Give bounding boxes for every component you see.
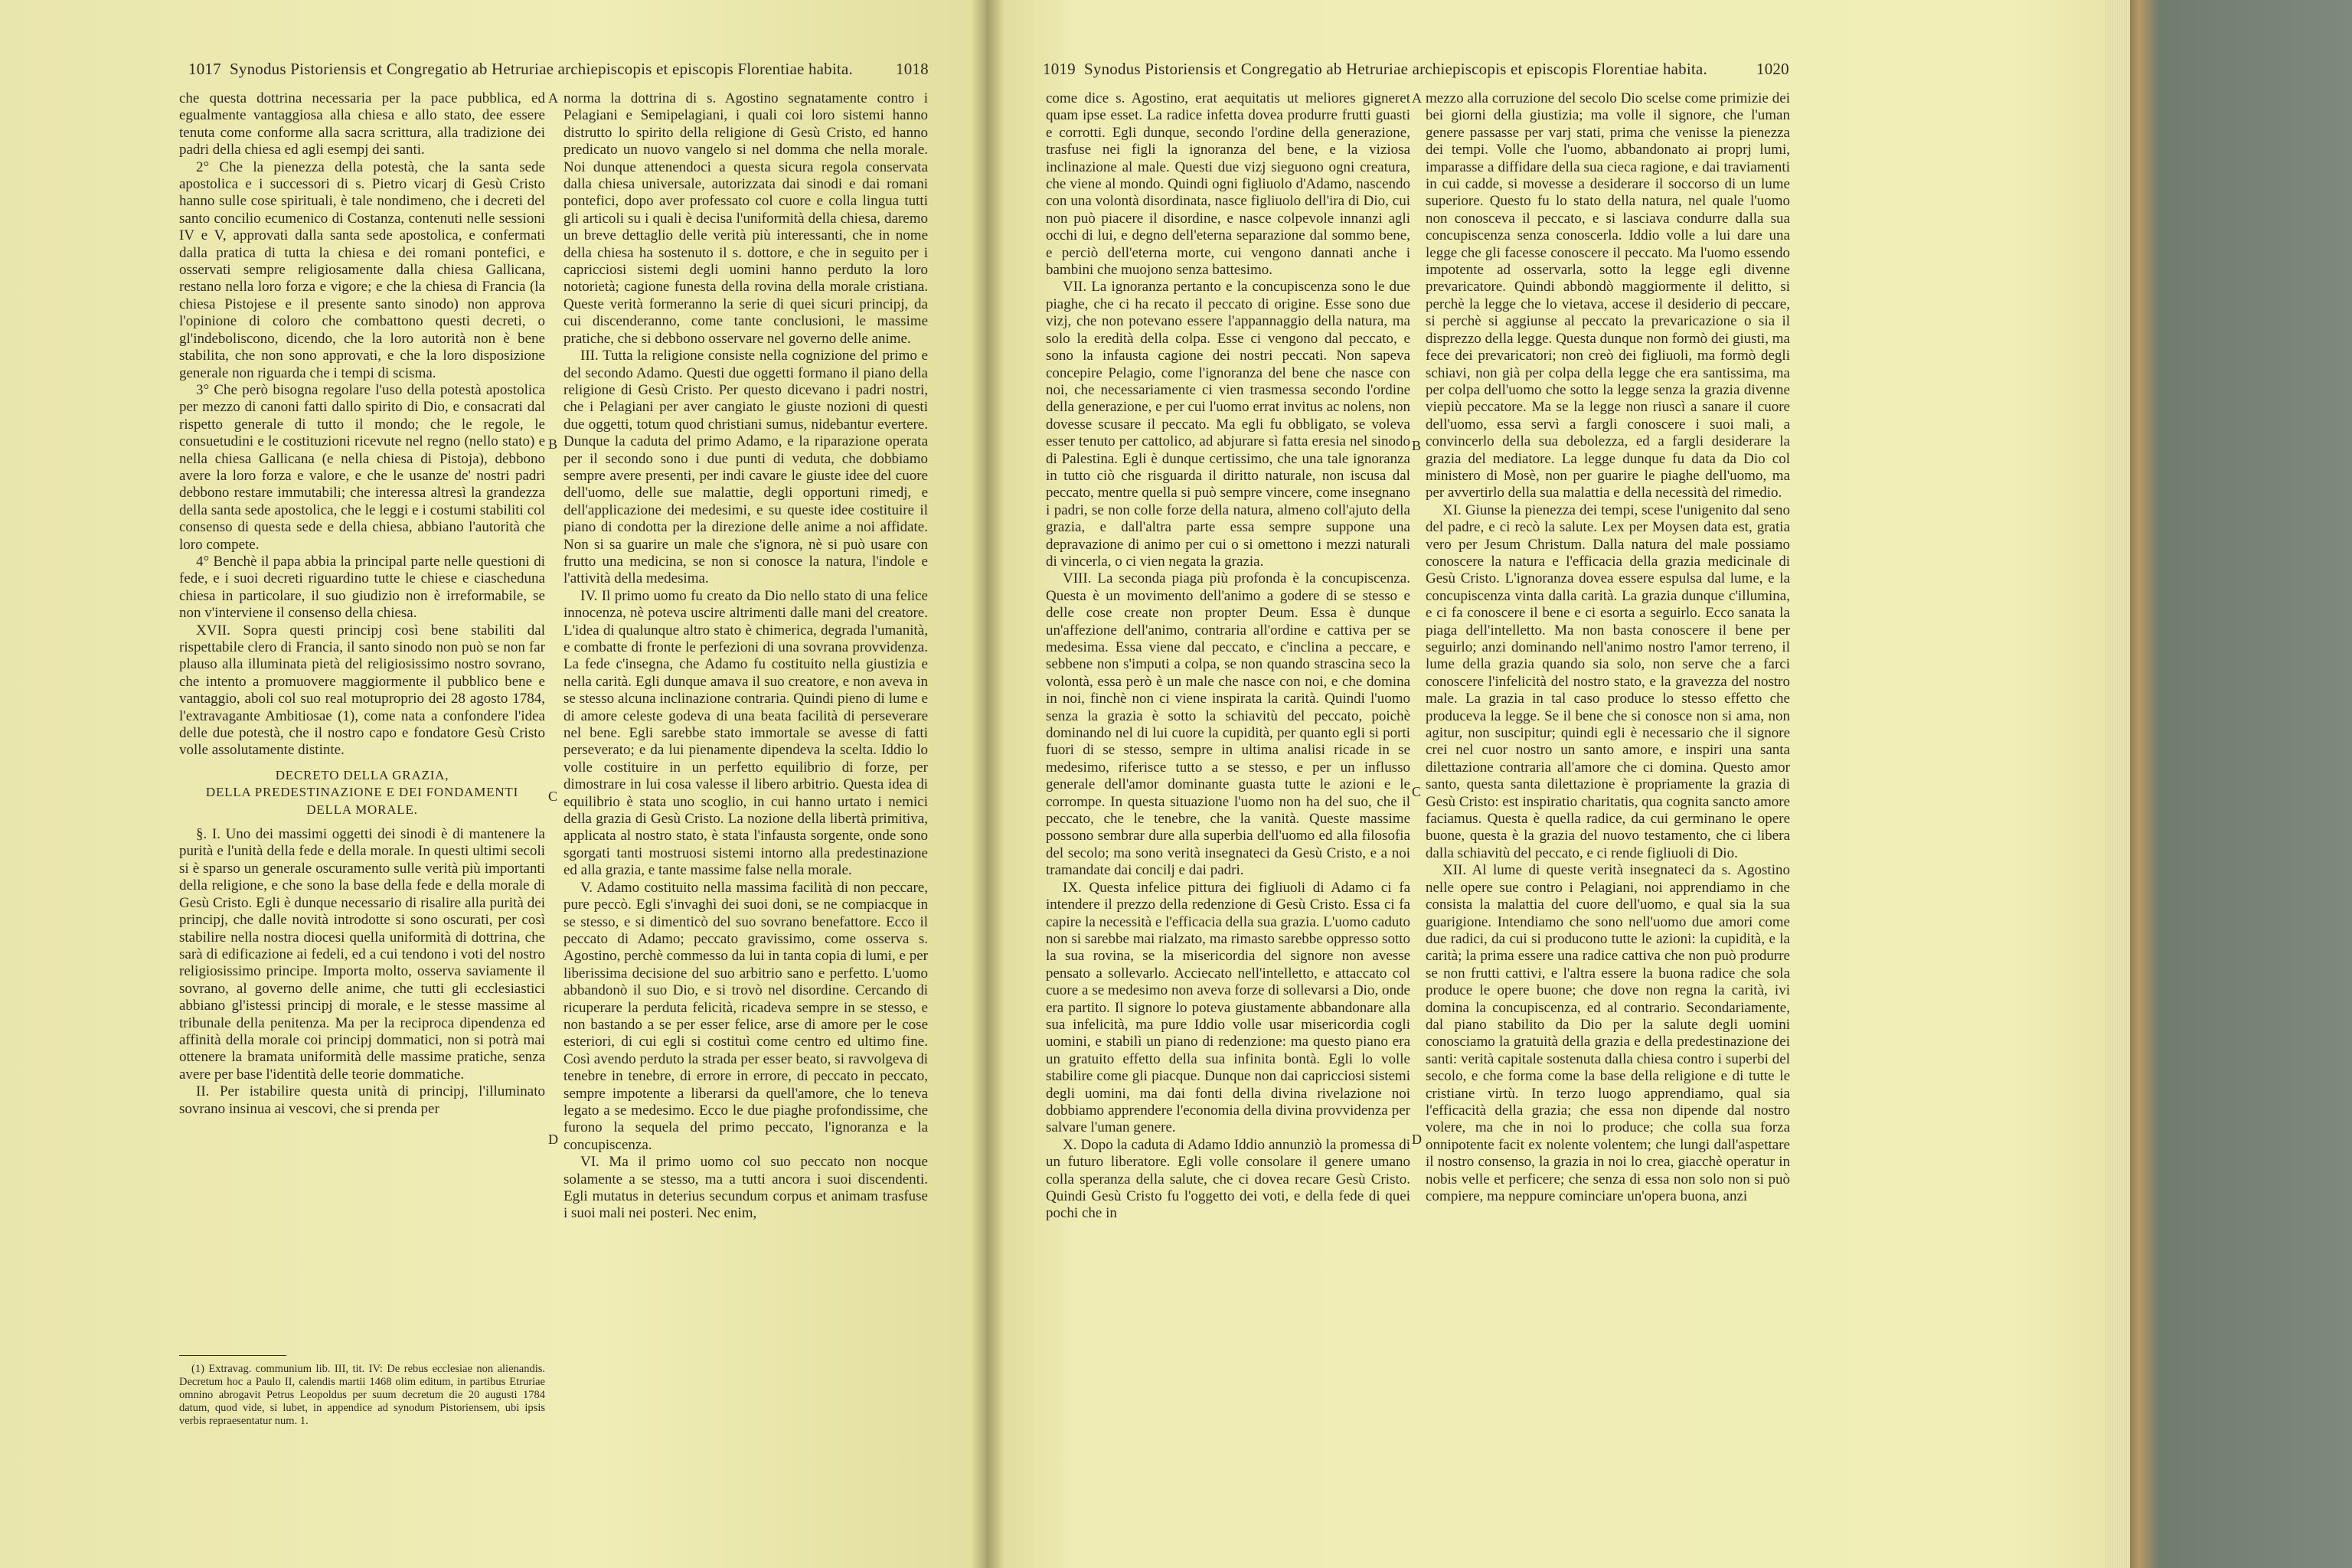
left-page-column-1 xyxy=(179,90,545,1118)
paragraph: §. I. Uno dei massimi oggetti dei sinodi è di mantenere la purità e l'unità della fede e della morale. In questi ultimi secoli si è sparso un generale oscuramento sulle verità più importanti della religione, e che sono la base della fede e della morale di Gesù Cristo. Egli è dunque necessario di risalire alla purità dei principj, che dalle novità introdotte si sono oscurati, per così stabilire nella nostra diocesi quella uniformità di dottrina, che sarà di edificazione ai fedeli, ed a cui tendono i voti del nostro religiosissimo principe. Importa molto, osserva saviamente il sovrano, al governo delle anime, che tutti gli ecclesiastici abbiano gl'istessi principj di morale, e le stesse massime al tribunale della penitenza. Ma per la reciproca dipendenza ed affinità della morale coi principj dommatici, non si potrà mai ottenere la bramata uniformità delle massime pratiche, senza avere per base l'identità delle teorie dommatiche. xyxy=(179,826,545,1083)
paragraph: 2° Che la pienezza della potestà, che la santa sede apostolica e i successori di s. Pietro vicarj di Gesù Cristo hanno sulle cose spirituali, è tale nondimeno, che i decreti del santo concilio ecumenico di Costanza, contenuti nelle sessioni IV e V, approvati dalla santa sede apostolica, e confermati dalla pratica di tutta la chiesa e dei romani pontefici, e osservati sempre religiosamente dalla chiesa Gallicana, restano nella loro forza e vigore; e che la chiesa di Francia (la chiesa Pistojese e il presente santo sinodo) non approva l'opinione di coloro che combattono questi decreti, o gl'indeboliscono, dicendo, che la loro autorità non è bene stabilita, che non sono approvati, e che la loro disposizione generale non riguarda che i tempi di scisma. xyxy=(179,158,545,381)
paragraph: XVII. Sopra questi principj così bene stabiliti dal rispettabile clero di Francia, il santo sinodo non può se non far plauso alla illuminata pietà del religiosissimo nostro sovrano, che intento a promuovere maggiormente il pubblico bene e vantaggio, aboli col suo real motuproprio dei 28 agosto 1784, l'extravagante Ambitiosae (1), come nata a confondere l'idea delle due potestà, che il nostro capo e fondatore Gesù Cristo volle assolutamente distinte. xyxy=(179,622,545,759)
paragraph: V. Adamo costituito nella massima facilità di non peccare, pure peccò. Egli s'invaghì dei suoi doni, se ne compiacque in se stesso, e si dimenticò del suo sovrano benefattore. Ecco il peccato di Adamo; peccato gravissimo, come osserva s. Agostino, perchè commesso da lui in tanta copia di lumi, e per liberissima decisione del suo arbitrio sano e perfetto. L'uomo abbandonò il suo Dio, e si trovò nel disordine. Cercando di ricuperare la perduta felicità, ricadeva sempre in se stesso, e non bastando a se per esser felice, arse di amore per le cose esteriori, di cui egli si costituì come centro ed ultimo fine. Così avendo perduto la strada per esser beato, si ravvolgeva di tenebre in tenebre, di errore in errore, di peccato in peccato, sempre impotente a liberarsi da quell'amore, che lo teneva legato a se medesimo. Ecco le due piaghe profondissime, che furono la sequela del primo peccato, l'ignoranza e la concupiscenza. xyxy=(564,879,928,1153)
margin-marker-a: A xyxy=(548,90,558,106)
right-page-column-2 xyxy=(1426,90,1790,1205)
paragraph: VI. Ma il primo uomo col suo peccato non nocque solamente a se stesso, ma a tutti ancora i suoi discendenti. Egli mutatus in deterius secundum corpus et animam trasfuse i suoi mali nei posteri. Nec enim, xyxy=(564,1154,928,1222)
paragraph: 3° Che però bisogna regolare l'uso della potestà apostolica per mezzo di canoni fatti dallo spirito di Dio, e consacrati dal rispetto generale di tutto il mondo; che le regole, le consuetudini e le costituzioni ricevute nel regno (nello stato) e nella chiesa Gallicana (e nella chiesa di Pistoja), debbono avere la loro forza e valore, e che le usanze de' nostri padri debbono restare immutabili; che interessa altresì la grandezza della santa sede apostolica, che le leggi e i costumi stabiliti col consenso di questa sede e della chiesa, abbiano l'autorità che loro compete. xyxy=(179,381,545,553)
margin-marker-d: D xyxy=(548,1132,558,1147)
margin-marker-d: D xyxy=(1412,1132,1422,1147)
paragraph: VII. La ignoranza pertanto e la concupiscenza sono le due piaghe, che ci ha recato il peccato di origine. Esse sono due vizj, che non potevano essere l'appannaggio della natura, ma solo la eredità della colpa. Esse ci vengono dal peccato, e sono la infausta cagione dei nostri peccati. Non sapeva concepire Pelagio, come l'ignoranza del bene che nasce con noi, che necessariamente ci vien trasmessa secondo l'ordine della generazione, e per cui l'uomo errat invitus ac nolens, non dovesse scusare il peccato. Ma egli fu obbligato, se voleva esser tenuto per cattolico, ad abjurare sì fatta eresia nel sinodo di Palestina. Egli è dunque certissimo, che una tale ignoranza in tutto ciò che risguarda il diritto naturale, non iscusa dal peccato, mentre quella si può sempre vincere, come insegnano i padri, se non colle forze della natura, almeno coll'ajuto della grazia, e dall'altra parte essa sempre suppone una depravazione di animo per cui o si omettono i mezzi naturali di vincerla, o ci vien negata la grazia. xyxy=(1046,279,1410,570)
margin-marker-b: B xyxy=(1412,438,1422,453)
page-edges xyxy=(2104,0,2130,1568)
paragraph: mezzo alla corruzione del secolo Dio scelse come primizie dei bei giorni della giustizia; ma volle il signore, che l'uman genere passasse per varj stati, prima che venisse la pienezza dei tempi. Volle che l'uomo, abbandonato ai proprj lumi, imparasse a diffidare della sua cieca ragione, e dai traviamenti in cui cadde, si movesse a desiderare il soccorso di un lume superiore. Questo fu lo stato della natura, nel quale l'uomo non conosceva il peccato, e si lasciava condurre dalla sua concupiscenza senza conoscerla. Iddio volle a lui dare una legge che gli facesse conoscere il peccato. Ma l'uomo essendo impotente ad osservarla, sotto la legge egli divenne prevaricatore. Quindi abbondò maggiormente il delitto, si perchè la legge che lo vietava, accese il desiderio di peccare, si perchè si aggiunse al peccato la prevaricazione o sia il disprezzo della legge. Questa dunque non formò dei giusti, ma fece dei prevaricatori; non creò dei figliuoli, ma formò degli schiavi, non già per colpa della legge che era santissima, ma per colpa dell'uomo che sotto la legge senza la grazia divenne viepiù peccatore. Ma se la legge non riuscì a sanare il cuore dell'uomo, essa servì a fargli conoscere i suoi mali, a convincerlo della sua debolezza, ed a fargli desiderare la grazia del mediatore. La legge dunque fu data da Dio col ministero di Mosè, non per guarire le piaghe dell'uomo, ma per avvertirlo della sua malattia e della necessità del rimedio. xyxy=(1426,90,1790,501)
book-gutter xyxy=(971,0,1004,1568)
decree-heading-line: DECRETO DELLA GRAZIA, xyxy=(275,767,449,782)
background-table xyxy=(2128,0,2352,1568)
right-page xyxy=(986,0,2128,1568)
margin-marker-c: C xyxy=(548,789,558,804)
paragraph: 4° Benchè il papa abbia la principal parte nelle questioni di fede, e i suoi decreti riguardino tutte le chiese e ciascheduna chiesa in particolare, il suo giudizio non è irreformabile, se non v'interviene il consenso della chiesa. xyxy=(179,553,545,622)
decree-heading-line: DELLA PREDESTINAZIONE E DEI FONDAMENTI xyxy=(205,785,519,800)
running-head: Synodus Pistoriensis et Congregatio ab Hetruriae archiepiscopis et episcopis Florentiae habita. xyxy=(1084,60,1707,78)
paragraph: XI. Giunse la pienezza dei tempi, scese l'unigenito dal seno del padre, e ci recò la salute. Lex per Moysen data est, gratia vero per Jesum Christum. Dalla natura del male possiamo conoscere la natura e l'efficacia della grazia medicinale di Gesù Cristo. L'ignoranza dovea essere espulsa dal lume, e la concupiscenza vinta dalla carità. La grazia dunque c'illumina, e ci fa conoscere il bene e ci esorta a seguirlo. Ecco sanata la piaga dell'intelletto. Ma non basta conoscere il bene per seguirlo; anzi dominando nell'animo nostro l'amor terreno, il lume della grazia quando sia solo, non serve che a farci conoscere l'infelicità del nostro stato, e la gravezza del nostro male. La grazia in tal caso produce lo stesso effetto che produceva la legge. Se il bene che si conosce non si ama, non agitur, non suscipitur; quindi egli è necessario che il signore crei nel cuor nostro un santo amore, e inspiri una santa dilettazione contraria all'amore che ci domina. Questo amor santo, questa santa dilettazione è propriamente la grazia di Gesù Cristo: est inspiratio charitatis, qua cognita sancto amore faciamus. Questa è quella radice, da cui germinano le opere buone, questa è la grazia del nuovo testamento, che ci libera dalla schiavitù del peccato, e ci rende figliuoli di Dio. xyxy=(1426,501,1790,861)
footnote-text: (1) Extravag. communium lib. III, tit. IV: De rebus ecclesiae non alienandis. Decretum hoc a Paulo II, calendis martii 1468 olim editum, in partibus Etruriae omnino abrogavit Petrus Leopoldus per suum decretum die 20 augusti 1784 datum, quod vide, si lubet, in appendice ad synodum Pistoriensem, ubi ipsis verbis repraesentatur num. 1. xyxy=(179,1363,545,1427)
decree-heading xyxy=(179,767,545,818)
page-number: 1018 xyxy=(896,60,929,78)
right-page-header xyxy=(986,60,2104,83)
footnote xyxy=(179,1363,545,1428)
margin-marker-c: C xyxy=(1412,784,1422,799)
running-head: Synodus Pistoriensis et Congregatio ab Hetruriae archiepiscopis et episcopis Florentiae habita. xyxy=(230,60,853,78)
left-page xyxy=(0,0,986,1568)
page-number: 1019 xyxy=(1043,60,1076,78)
paragraph: IX. Questa infelice pittura dei figliuoli di Adamo ci fa intendere il prezzo della redenzione di Gesù Cristo. Essa ci fa capire la necessità e l'efficacia della sua grazia. L'uomo caduto non si sarebbe mai rialzato, ma rimasto sarebbe oppresso sotto la sua rovina, se la misericordia del signore non avesse pensato a sollevarlo. Acciecato nell'intelletto, e attaccato col cuore a se medesimo non aveva forze di sollevarsi a Dio, onde era partito. Il signore lo poteva giustamente abbandonare alla sua infelicità, ma pure Iddio volle usar misericordia cogli uomini, e stabilì un piano di redenzione: ma questo piano era un gratuito effetto della sua infinita bontà. Egli lo volle stabilire come gli piacque. Dunque non dai capricciosi sistemi degli uomini, ma dai fonti della divina rivelazione noi dobbiamo apprendere l'economia della divina provvidenza per salvare l'uman genere. xyxy=(1046,879,1410,1136)
paragraph: III. Tutta la religione consiste nella cognizione del primo e del secondo Adamo. Questi due oggetti formano il piano della religione di Gesù Cristo. Per questo dicevano i padri nostri, che i Pelagiani per aver cangiato le giuste nozioni di questi due oggetti, totum quod christiani sumus, nidebantur evertere. Dunque la caduta del primo Adamo, e la riparazione operata per il secondo sono i due punti di veduta, che dobbiamo sempre avere presenti, per indi cavare le giuste idee del cuore dell'uomo, delle sue malattie, degli opportuni rimedj, e dell'applicazione dei medesimi, e su queste idee costituire il piano di condotta per la direzione delle anime a noi affidate. Non si sa guarire un male che s'ignora, nè si può usare con frutto una medicina, se non si conosce la natura, l'indole e l'attività della medesima. xyxy=(564,348,928,587)
left-page-header xyxy=(0,60,986,83)
page-number: 1017 xyxy=(188,60,221,78)
paragraph: che questa dottrina necessaria per la pace pubblica, ed egualmente vantaggiosa alla chiesa e allo stato, dee essere tenuta come conforme alla sacra scrittura, alla tradizione dei padri della chiesa ed agli esempj dei santi. xyxy=(179,90,545,158)
left-page-column-2 xyxy=(564,90,928,1223)
paragraph: VIII. La seconda piaga più profonda è la concupiscenza. Questa è un movimento dell'animo a godere di se stesso e delle cose create non propter Deum. Essa è dunque un'affezione dell'animo, contraria all'ordine e cattiva per se medesima. Essa viene dal peccato, e c'inclina a peccare, e sebbene non s'imputi a colpa, se non quando strascina seco la volontà, essa però è un male che nasce con noi, e che domina in noi, finchè non ci viene inspirata la carità. Quindi l'uomo senza la grazia è sotto la schiavitù del peccato, poichè dominando nel di lui cuore la cupidità, per quanto egli si porti fuori di se stesso, sempre in ultima analisi ricade in se medesimo, riferisce tutto a se stesso, e per un influsso generale dell'amor dominante guasta tutte le azioni e le corrompe. In questa situazione l'uomo non ha del suo, che il peccato, che le tenebre, che la vanità. Queste massime possono sembrar dure alla superbia dell'uomo ed alla filosofia del secolo; ma sono verità insegnateci da Gesù Cristo, e a noi tramandate dai concilj e dai padri. xyxy=(1046,570,1410,879)
paragraph: IV. Il primo uomo fu creato da Dio nello stato di una felice innocenza, nè poteva uscire altrimenti dalle mani del creatore. L'idea di qualunque altro stato è chimerica, degrada l'umanità, e combatte di fronte le perfezioni di una sovrana provvidenza. La fede c'insegna, che Adamo fu costituito nella giustizia e nella carità. Egli dunque amava il suo creatore, e non aveva in se stesso alcuna inclinazione contraria. Quindi pieno di lume e di amore celeste godeva di una beata facilità di perseverare nel bene. Egli sarebbe stato immortale se avesse di fatti perseverato; e da lui pienamente dipendeva la scelta. Iddio lo volle costituire in un perfetto equilibrio di forze, per dimostrare in lui cosa valesse il libero arbitrio. Questa idea di equilibrio è stata uno scoglio, in cui hanno urtato i nemici della grazia di Gesù Cristo. La nozione della libertà primitiva, applicata al nostro stato, è stata l'infausta sorgente, onde sono sgorgati tanti mostruosi sistemi intorno alla predestinazione ed alla grazia, e tante massime false nella morale. xyxy=(564,587,928,879)
paragraph: X. Dopo la caduta di Adamo Iddio annunziò la promessa di un futuro liberatore. Egli volle consolare il genere umano colla speranza della salute, che ci dovea recare Gesù Cristo. Quindi Gesù Cristo fu l'oggetto dei voti, e della fede di quei pochi che in xyxy=(1046,1136,1410,1222)
paragraph: come dice s. Agostino, erat aequitatis ut meliores gigneret quam ipse esset. La radice infetta dovea produrre frutti guasti e corrotti. Egli dunque, secondo l'ordine della generazione, trasfuse nei figli la ignoranza del bene, e la viziosa inclinazione al male. Questi due vizj sieguono ogni creatura, che viene al mondo. Quindi ogni figliuolo d'Adamo, nascendo con una volontà disordinata, nasce figliuolo dell'ira di Dio, cui non può piacere il disordine, e nasce colpevole innanzi agli occhi di lui, e degno dell'eterna separazione dal sommo bene, e perciò dell'eterna morte, cui vengono dannati anche i bambini che muojono senza battesimo. xyxy=(1046,90,1410,279)
decree-heading-line: DELLA MORALE. xyxy=(306,802,418,817)
margin-marker-a: A xyxy=(1412,90,1422,106)
paragraph: II. Per istabilire questa unità di principj, l'illuminato sovrano insinua ai vescovi, che si prenda per xyxy=(179,1083,545,1117)
paragraph: norma la dottrina di s. Agostino segnatamente contro i Pelagiani e Semipelagiani, i quali coi loro sistemi hanno distrutto lo spirito della religione di Gesù Cristo, ed hanno predicato un nuovo vangelo si nel domma che nella morale. Noi dunque attenendoci a questa sicura regola conservata dalla chiesa universale, autorizzata dai sinodi e dai romani pontefici, dopo aver professato col cuore e colla lingua tutti gli articoli su i quali è decisa l'uniformità della chiesa, daremo un breve dettaglio delle verità più interessanti, che in nome della chiesa ha sostenuto il s. dottore, e che in seguito per i capricciosi sistemi degli uomini hanno perduto la loro notorietà; cagione funesta della rovina della morale cristiana. Queste verità formeranno la serie di quei sicuri principj, da cui discenderanno, come tante conclusioni, le massime pratiche, che si debbono osservare nel governo delle anime. xyxy=(564,90,928,347)
right-page-column-1 xyxy=(1046,90,1410,1223)
page-number: 1020 xyxy=(1756,60,1789,78)
paragraph: XII. Al lume di queste verità insegnateci da s. Agostino nelle opere sue contro i Pelagiani, noi apprendiamo in che consista la malattia del cuore dell'uomo, e qual sia la sua guarigione. Intendiamo che sono nell'uomo due amori come due radici, da cui si producono tutte le azioni: la cupidità, e la carità; la prima essere una radice cattiva che non può produrre se non frutti cattivi, e l'altra essere la buona radice che sola produce le opere buone; che dove non regna la carità, ivi domina la concupiscenza, ed al contrario. Secondariamente, dal piano stabilito da Dio per la salute degli uomini conosciamo la gratuità della grazia e della predestinazione dei santi: verità capitale sostenuta dalla chiesa contro i superbi del secolo, e che forma come la base della religione e di tutte le cristiane virtù. In terzo luogo apprendiamo, qual sia l'efficacità della grazia; che essa non dipende dal nostro volere, ma che in noi lo produce; che colla sua forza onnipotente facit ex nolente volentem; che lungi dall'aspettare il nostro consenso, la grazia in noi lo crea, giacchè operatur in nobis velle et perficere; che senza di essa non solo non si può compiere, ma neppure cominciare un'opera buona, anzi xyxy=(1426,862,1790,1204)
margin-marker-b: B xyxy=(548,436,558,452)
footnote-rule xyxy=(179,1355,286,1356)
